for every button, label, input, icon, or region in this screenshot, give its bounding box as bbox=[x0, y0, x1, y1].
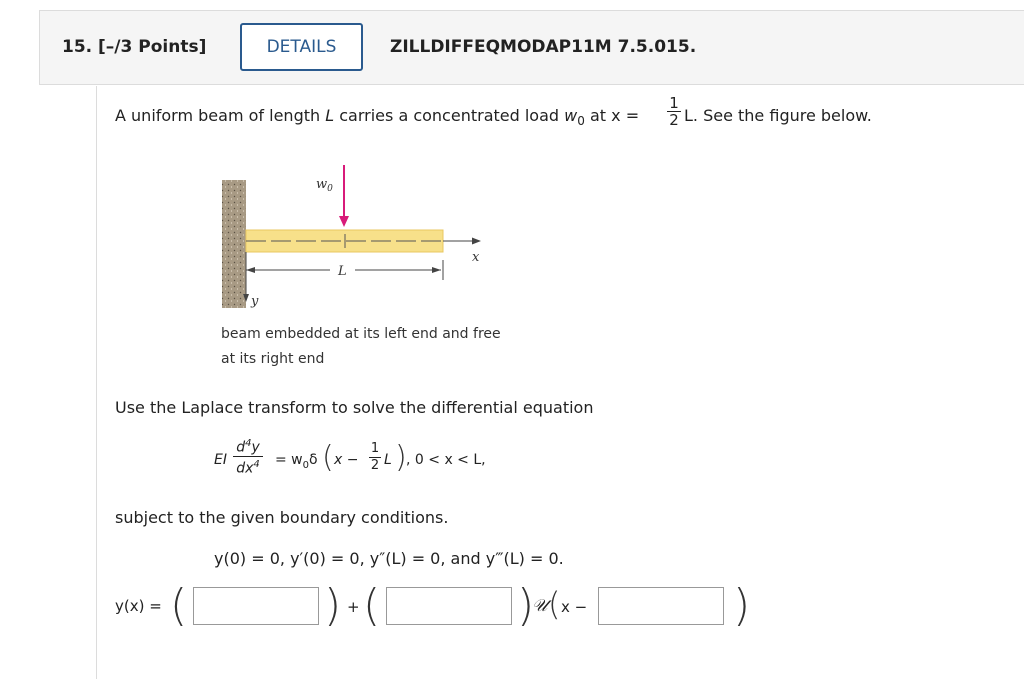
answer-x-minus: x − bbox=[561, 598, 588, 616]
x-axis-arrow bbox=[472, 238, 481, 245]
eq-half-den: 2 bbox=[370, 458, 380, 473]
eq-derivative-den: $dx^4$ bbox=[236, 458, 260, 477]
intro-part2: carries a concentrated load bbox=[339, 106, 560, 125]
unit-step-symbol: 𝒰 bbox=[532, 596, 548, 616]
intro-w-sub: 0 bbox=[577, 114, 585, 129]
subject-text: subject to the given boundary conditions. bbox=[115, 508, 449, 527]
intro-frac-num: 1 bbox=[667, 95, 681, 112]
question-header bbox=[39, 10, 1024, 85]
beam-figure bbox=[215, 165, 515, 315]
intro-frac-den: 2 bbox=[669, 111, 679, 129]
answer-label: y(x) = bbox=[115, 597, 162, 615]
eq-EI: EI bbox=[214, 452, 227, 468]
intro-text bbox=[115, 106, 639, 128]
figure-caption-line1: beam embedded at its left end and free bbox=[221, 326, 501, 342]
length-arrow-left bbox=[246, 267, 255, 273]
wall bbox=[222, 180, 246, 308]
eq-half-fraction bbox=[369, 441, 381, 474]
answer-paren-3-close: ) bbox=[733, 580, 751, 631]
content-left-border bbox=[96, 86, 97, 679]
eq-left-paren: ( bbox=[322, 440, 334, 475]
intro-fraction bbox=[667, 95, 681, 128]
figure-caption-line2: at its right end bbox=[221, 351, 325, 367]
x-axis-label: x bbox=[472, 250, 480, 265]
answer-step-paren-open: ( bbox=[548, 585, 561, 623]
intro-w: w bbox=[564, 106, 578, 125]
eq-delta: δ bbox=[309, 452, 318, 468]
intro-part1: A uniform beam of length bbox=[115, 106, 321, 125]
intro-part3: L. See the figure below. bbox=[684, 106, 872, 125]
load-label: $w_0$ bbox=[316, 177, 333, 194]
answer-plus: + bbox=[347, 598, 360, 616]
length-arrow-right bbox=[432, 267, 441, 273]
intro-at-x: at x = bbox=[589, 106, 640, 125]
intro-L: L bbox=[325, 106, 335, 125]
answer-input-1[interactable] bbox=[193, 587, 319, 625]
eq-derivative-fraction bbox=[233, 436, 263, 476]
answer-paren-1-open: ( bbox=[170, 580, 188, 631]
y-axis-label: y bbox=[251, 294, 259, 309]
question-number: 15. [–/3 Points] bbox=[62, 37, 207, 57]
length-label: L bbox=[338, 264, 347, 279]
answer-paren-2-close: ) bbox=[517, 580, 535, 631]
eq-L: L bbox=[384, 452, 392, 468]
eq-w-sub: 0 bbox=[302, 459, 310, 471]
answer-input-3[interactable] bbox=[598, 587, 724, 625]
problem-code: ZILLDIFFEQMODAP11M 7.5.015. bbox=[390, 37, 697, 57]
eq-half-num: 1 bbox=[370, 441, 380, 456]
eq-domain: , 0 < x < L, bbox=[406, 452, 486, 468]
answer-paren-1-close: ) bbox=[324, 580, 342, 631]
boundary-conditions: y(0) = 0, y′(0) = 0, y″(L) = 0, and y‴(L) = 0. bbox=[214, 549, 564, 568]
eq-rhs bbox=[275, 452, 318, 471]
instruction-text: Use the Laplace transform to solve the differential equation bbox=[115, 398, 594, 417]
answer-input-2[interactable] bbox=[386, 587, 512, 625]
eq-derivative-num: $d^4y$ bbox=[233, 436, 263, 457]
eq-w: = w bbox=[275, 452, 303, 468]
details-button[interactable]: DETAILS bbox=[240, 23, 363, 71]
eq-x-minus: x − bbox=[334, 452, 359, 468]
eq-right-paren: ) bbox=[395, 440, 407, 475]
answer-paren-2-open: ( bbox=[363, 580, 381, 631]
load-arrow-head bbox=[339, 216, 349, 227]
